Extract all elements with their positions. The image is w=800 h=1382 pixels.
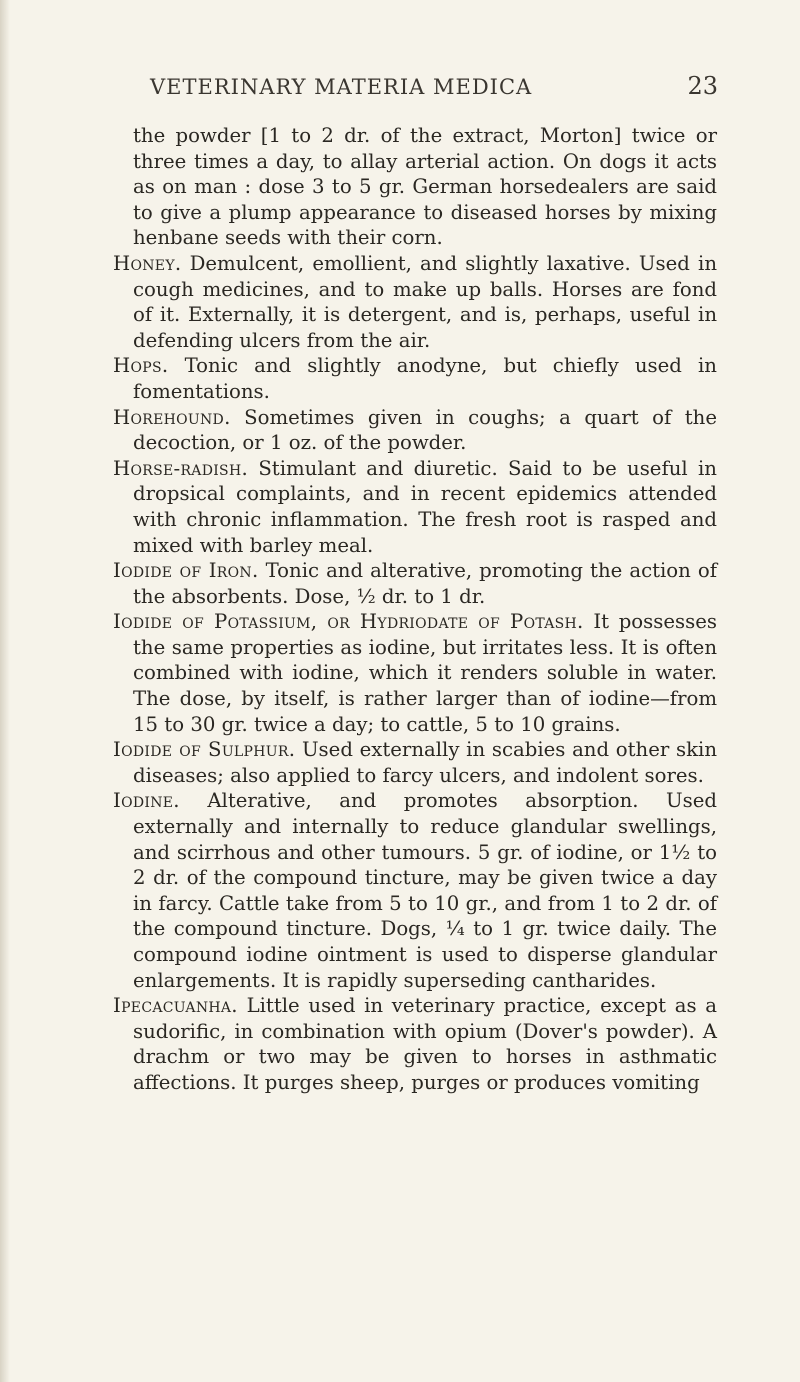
entry-iodide-of-potassium <box>113 609 717 737</box>
entry-iodide-of-sulphur <box>113 737 717 788</box>
entry-iodide-of-iron <box>113 558 717 609</box>
entry-horehound <box>113 405 717 456</box>
entry-text: Used externally in scabies and other skin diseases; also applied to farcy ulcers, and indolent sores. <box>133 738 718 787</box>
entry-iodine <box>113 788 717 993</box>
entry-term: Iodide of Iron. <box>113 559 259 583</box>
entry-term: Horse-radish. <box>113 456 249 480</box>
entry-horse-radish <box>113 456 717 558</box>
page-header <box>148 72 718 100</box>
entry-honey <box>113 251 717 353</box>
page-number: 23 <box>687 72 718 100</box>
running-head: VETERINARY MATERIA MEDICA <box>150 75 533 99</box>
entry-ipecacuanha <box>113 993 717 1095</box>
entry-text: Tonic and slightly anodyne, but chiefly used in fomentations. <box>133 354 717 403</box>
entry-text: Little used in veterinary practice, except as a sudorific, in combination with opium (Dover's powder). A drachm or two may be given to horses in asthmatic affections. It purges sheep, purges or produces vomiting <box>133 994 717 1094</box>
entry-term: Iodide of Sulphur. <box>113 738 296 762</box>
paragraph-text: the powder [1 to 2 dr. of the extract, Morton] twice or three times a day, to allay arterial action. On dogs it acts as on man : dose 3 to 5 gr. German horsedealers are said to give a plump appearance to diseased horses by mixing henbane seeds with their corn. <box>133 124 717 250</box>
page-body <box>0 123 800 1096</box>
paragraph-continuation <box>133 123 717 251</box>
entry-text: Demulcent, emollient, and slightly laxative. Used in cough medicines, and to make up balls. Horses are fond of it. Externally, it is detergent, and is, perhaps, useful in defending ulcers from the air. <box>133 251 717 352</box>
entry-text: Alterative, and promotes absorption. Used externally and internally to reduce glandular swellings, and scirrhous and other tumours. 5 gr. of iodine, or 1½ to 2 dr. of the compound tincture, may be given twice a day in farcy. Cattle take from 5 to 10 gr., and from 1 to 2 dr. of the compound tincture. Dogs, ¼ to 1 gr. twice daily. The compound iodine ointment is used to disperse glandular enlargements. It is rapidly superseding cantharides. <box>133 789 717 992</box>
entry-term: Iodide of Potassium, or Hydriodate of Potash. <box>113 610 584 634</box>
entry-text: Tonic and alterative, promoting the action of the absorbents. Dose, ½ dr. to 1 dr. <box>133 559 718 608</box>
entry-text: Sometimes given in coughs; a quart of the decoction, or 1 oz. of the powder. <box>133 405 717 455</box>
entry-term: Ipecacuanha. <box>113 994 238 1018</box>
entry-term: Hops. <box>113 354 169 378</box>
entry-term: Iodine. <box>113 789 180 813</box>
entry-text: Stimulant and diuretic. Said to be useful in dropsical complaints, and in recent epidemics attended with chronic inflammation. The fresh root is rasped and mixed with barley meal. <box>133 456 717 557</box>
entry-term: Horehound. <box>113 405 231 429</box>
entry-text: It possesses the same properties as iodine, but irritates less. It is often combined with iodine, which it renders soluble in water. The dose, by itself, is rather larger than of iodine—from 15 to 30 gr. twice a day; to cattle, 5 to 10 grains. <box>133 610 717 736</box>
entry-term: Honey. <box>113 251 182 275</box>
entry-hops <box>113 353 717 404</box>
